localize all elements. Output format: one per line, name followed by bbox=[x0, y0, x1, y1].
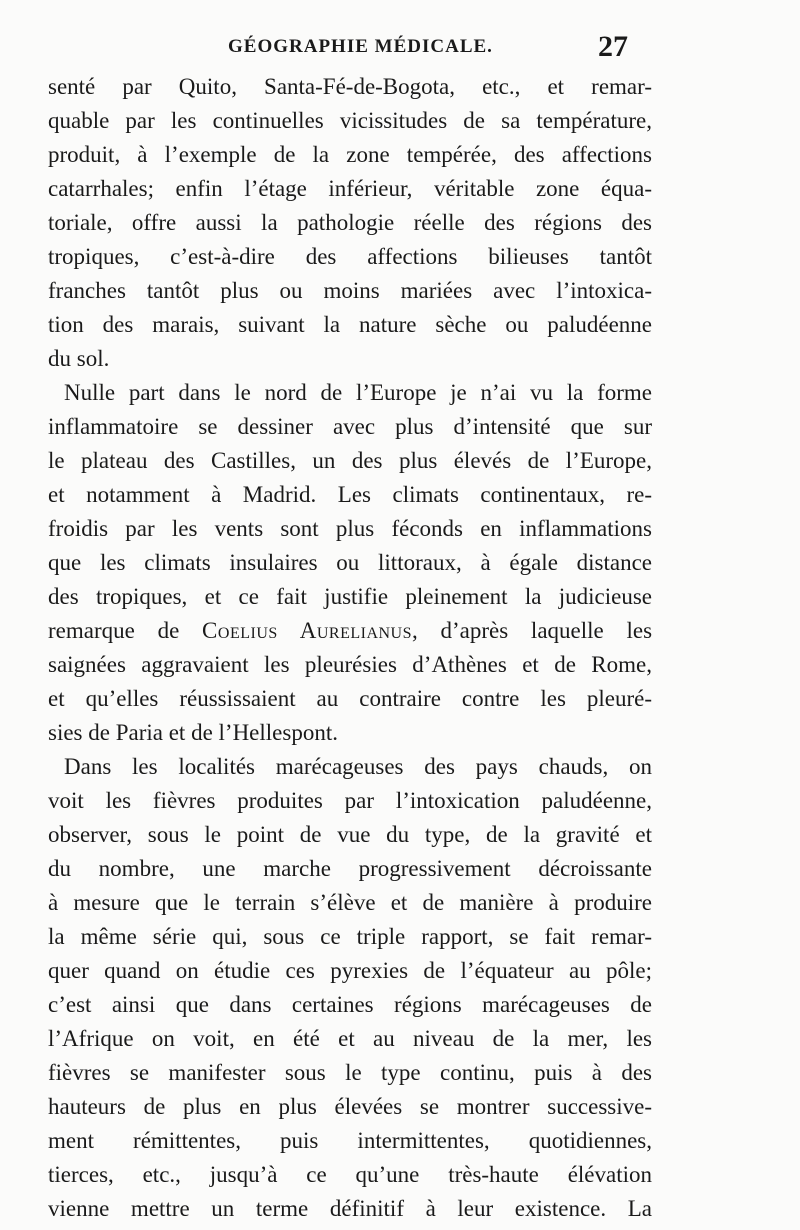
paragraph-start-line: Nulle part dans le nord de l’Europe je n’ai vu la forme bbox=[64, 380, 652, 405]
text-line-with-author bbox=[48, 614, 652, 648]
text-line: tierces, etc., jusqu’à ce qu’une très-haute élévation bbox=[48, 1162, 652, 1187]
author-name: Coelius Aurelianus bbox=[202, 618, 413, 643]
page-number: 27 bbox=[598, 30, 628, 63]
text-line: quer quand on étudie ces pyrexies de l’équateur au pôle; bbox=[48, 958, 652, 983]
text-line: observer, sous le point de vue du type, de la gravité et bbox=[48, 822, 652, 847]
text-line: inflammatoire se dessiner avec plus d’intensité que sur bbox=[48, 414, 652, 439]
remark-after: , d’après laquelle les bbox=[412, 618, 653, 643]
text-line: des tropiques, et ce fait justifie pleinement la judicieuse bbox=[48, 584, 652, 609]
body-text bbox=[48, 70, 652, 1226]
text-line: froidis par les vents sont plus féconds en inflammations bbox=[48, 516, 652, 541]
text-line: sies de Paria et de l’Hellespont. bbox=[48, 720, 338, 745]
running-title: GÉOGRAPHIE MÉDICALE. bbox=[228, 36, 493, 57]
paragraph-start-line: Dans les localités marécageuses des pays chauds, on bbox=[64, 754, 652, 779]
text-line: hauteurs de plus en plus élevées se montrer successive- bbox=[48, 1094, 652, 1119]
text-line: ment rémittentes, puis intermittentes, quotidiennes, bbox=[48, 1128, 652, 1153]
remark-before: remarque de bbox=[48, 618, 180, 643]
text-line: du nombre, une marche progressivement décroissante bbox=[48, 856, 652, 881]
text-line: c’est ainsi que dans certaines régions marécageuses de bbox=[48, 992, 652, 1017]
text-line: la même série qui, sous ce triple rapport, se fait remar- bbox=[48, 924, 652, 949]
text-line: toriale, offre aussi la pathologie réelle des régions des bbox=[48, 210, 652, 235]
text-line: et notamment à Madrid. Les climats continentaux, re- bbox=[48, 482, 652, 507]
running-head bbox=[0, 30, 800, 64]
text-line: fièvres se manifester sous le type continu, puis à des bbox=[48, 1060, 652, 1085]
text-line: tion des marais, suivant la nature sèche ou paludéenne bbox=[48, 312, 652, 337]
text-line: tropiques, c’est-à-dire des affections bilieuses tantôt bbox=[48, 244, 652, 269]
text-line: du sol. bbox=[48, 346, 110, 371]
text-line: quable par les continuelles vicissitudes de sa température, bbox=[48, 108, 652, 133]
text-line: vienne mettre un terme définitif à leur existence. La bbox=[48, 1196, 652, 1221]
text-line: et qu’elles réussissaient au contraire contre les pleuré- bbox=[48, 686, 652, 711]
text-line: à mesure que le terrain s’élève et de manière à produire bbox=[48, 890, 652, 915]
text-line: catarrhales; enfin l’étage inférieur, véritable zone équa- bbox=[48, 176, 652, 201]
text-line: saignées aggravaient les pleurésies d’Athènes et de Rome, bbox=[48, 652, 652, 677]
text-line: senté par Quito, Santa-Fé-de-Bogota, etc., et remar- bbox=[48, 74, 652, 99]
text-line: que les climats insulaires ou littoraux, à égale distance bbox=[48, 550, 652, 575]
text-line: le plateau des Castilles, un des plus élevés de l’Europe, bbox=[48, 448, 652, 473]
text-line: produit, à l’exemple de la zone tempérée, des affections bbox=[48, 142, 652, 167]
text-line: l’Afrique on voit, en été et au niveau de la mer, les bbox=[48, 1026, 652, 1051]
text-line: franches tantôt plus ou moins mariées avec l’intoxica- bbox=[48, 278, 652, 303]
text-line: voit les fièvres produites par l’intoxication paludéenne, bbox=[48, 788, 652, 813]
